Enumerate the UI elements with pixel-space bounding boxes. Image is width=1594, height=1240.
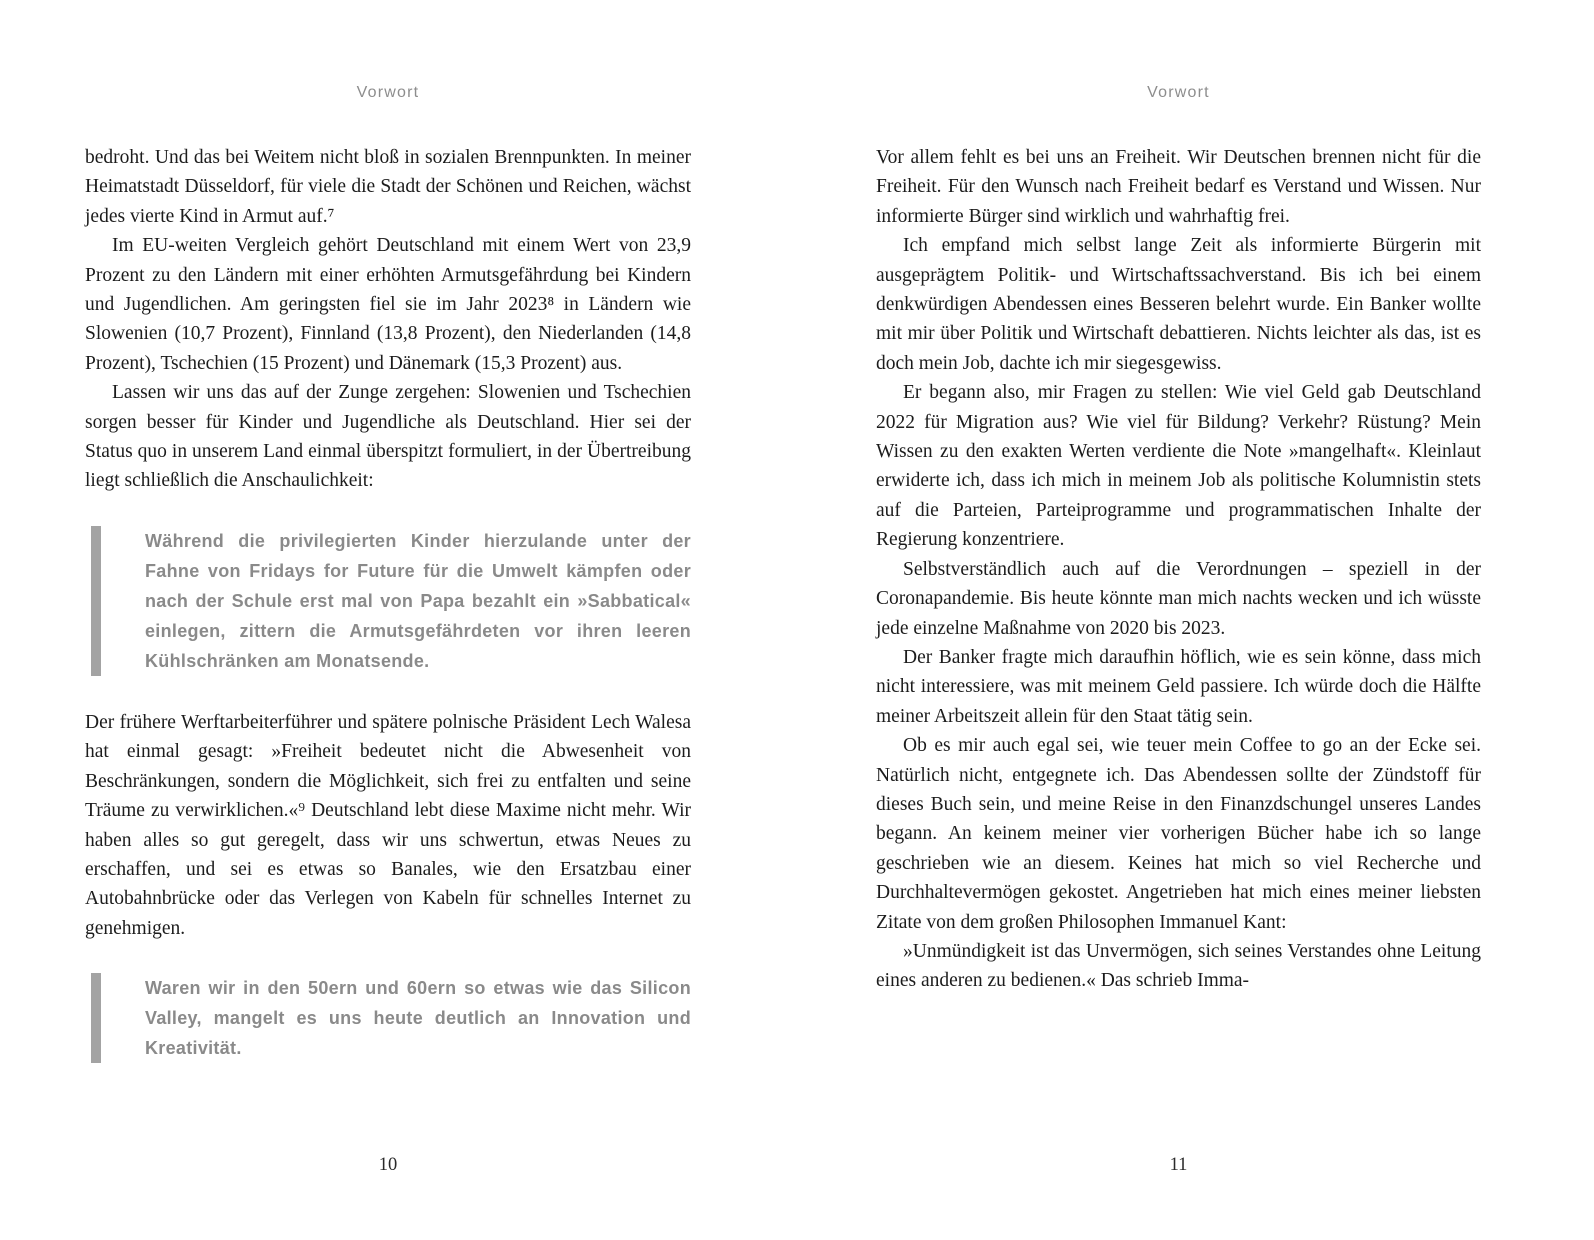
running-header: Vorwort bbox=[356, 84, 420, 101]
pull-quote: Waren wir in den 50ern und 60ern so etwas wie das Silicon Valley, mangelt es uns heute deutlich an Innovation und Kreativität. bbox=[91, 973, 691, 1063]
page-number: 11 bbox=[1169, 1155, 1188, 1175]
page-content bbox=[85, 143, 691, 1095]
paragraph: Lassen wir uns das auf der Zunge zergehen: Slowenien und Tschechien sorgen besser für Kinder und Jugendliche als Deutschland. Hier sei der Status quo in unserem Land einmal überspitzt formuliert, in der Übertreibung liegt schließlich die Anschaulichkeit: bbox=[85, 382, 691, 492]
page-content bbox=[876, 143, 1481, 996]
paragraph: Ich empfand mich selbst lange Zeit als informierte Bürgerin mit ausgeprägtem Politik- und Wirtschaftssachverstand. Bis ich bei einem denkwürdigen Abendessen eines Besseren belehrt wurde. Ein Banker wollte mit mir über Politik und Wirtschaft debattieren. Nichts leichter als das, ist es doch mein Job, dachte ich mir siegesgewiss. bbox=[876, 235, 1481, 374]
paragraph: bedroht. Und das bei Weitem nicht bloß in sozialen Brennpunkten. In meiner Heimatstadt Düsseldorf, für viele die Stadt der Schönen und Reichen, wächst jedes vierte Kind in Armut auf.⁷ bbox=[85, 147, 691, 227]
paragraph: Er begann also, mir Fragen zu stellen: Wie viel Geld gab Deutschland 2022 für Migration aus? Wie viel für Bildung? Verkehr? Rüstung? Mein Wissen zu den exakten Werten verdiente die Note »mangelhaft«. Kleinlaut erwiderte ich, dass ich mich in meinem Job als politische Kolumnistin stets auf die Parteien, Parteiprogramme und programmatischen Inhalte der Regierung konzentriere. bbox=[876, 382, 1481, 551]
paragraph: Selbstverständlich auch auf die Verordnungen – speziell in der Coronapandemie. Bis heute könnte man mich nachts wecken und ich wüsste jede einzelne Maßnahme von 2020 bis 2023. bbox=[876, 558, 1481, 639]
pull-quote: Während die privilegierten Kinder hierzulande unter der Fahne von Fridays for Future für die Umwelt kämpfen oder nach der Schule erst mal von Papa bezahlt ein »Sabbatical« einlegen, zittern die Armutsgefährdeten vor ihren leeren Kühlschränken am Monatsende. bbox=[91, 526, 691, 676]
running-header: Vorwort bbox=[1147, 84, 1210, 101]
paragraph: Vor allem fehlt es bei uns an Freiheit. Wir Deutschen brennen nicht für die Freiheit. Für den Wunsch nach Freiheit bedarf es Verstand und Wissen. Nur informierte Bürger sind wirklich und wahrhaftig frei. bbox=[876, 147, 1481, 227]
paragraph: Ob es mir auch egal sei, wie teuer mein Coffee to go an der Ecke sei. Natürlich nicht, entgegnete ich. Das Abendessen sollte der Zündstoff für dieses Buch sein, und meine Reise in den Finanzdschungel unseres Landes begann. An keinem meiner vier vorherigen Bücher habe ich so lange geschrieben wie an diesem. Keines hat mich so viel Recherche und Durchhaltevermögen gekostet. Angetrieben hat mich eines meiner liebsten Zitate von dem großen Philosophen Immanuel Kant: bbox=[876, 735, 1481, 933]
paragraph: »Unmündigkeit ist das Unvermögen, sich seines Verstandes ohne Leitung eines anderen zu bedienen.« Das schrieb Imma- bbox=[876, 940, 1481, 992]
page-number: 10 bbox=[378, 1155, 398, 1175]
paragraph: Im EU-weiten Vergleich gehört Deutschland mit einem Wert von 23,9 Prozent zu den Ländern mit einer erhöhten Armutsgefährdung bei Kindern und Jugendlichen. Am geringsten fiel sie im Jahr 2023⁸ in Ländern wie Slowenien (10,7 Prozent), Finnland (13,8 Prozent), den Niederlanden (14,8 Prozent), Tschechien (15 Prozent) und Dänemark (15,3 Prozent) aus. bbox=[85, 235, 691, 374]
page-right bbox=[797, 0, 1594, 1240]
paragraph: Der frühere Werftarbeiterführer und spätere polnische Präsident Lech Walesa hat einmal gesagt: »Freiheit bedeutet nicht die Abwesenheit von Beschränkungen, sondern die Möglichkeit, sich frei zu entfalten und seine Träume zu verwirklichen.«⁹ Deutschland lebt diese Maxime nicht mehr. Wir haben alles so gut geregelt, dass wir uns schwertun, etwas Neues zu erschaffen, und sei es etwas so Banales, wie den Ersatzbau einer Autobahnbrücke oder das Verlegen von Kabeln für schnelles Internet zu genehmigen. bbox=[85, 711, 691, 939]
paragraph: Der Banker fragte mich daraufhin höflich, wie es sein könne, dass mich nicht interessiere, was mit meinem Geld passiere. Ich würde doch die Hälfte meiner Arbeitszeit allein für den Staat tätig sein. bbox=[876, 646, 1481, 727]
